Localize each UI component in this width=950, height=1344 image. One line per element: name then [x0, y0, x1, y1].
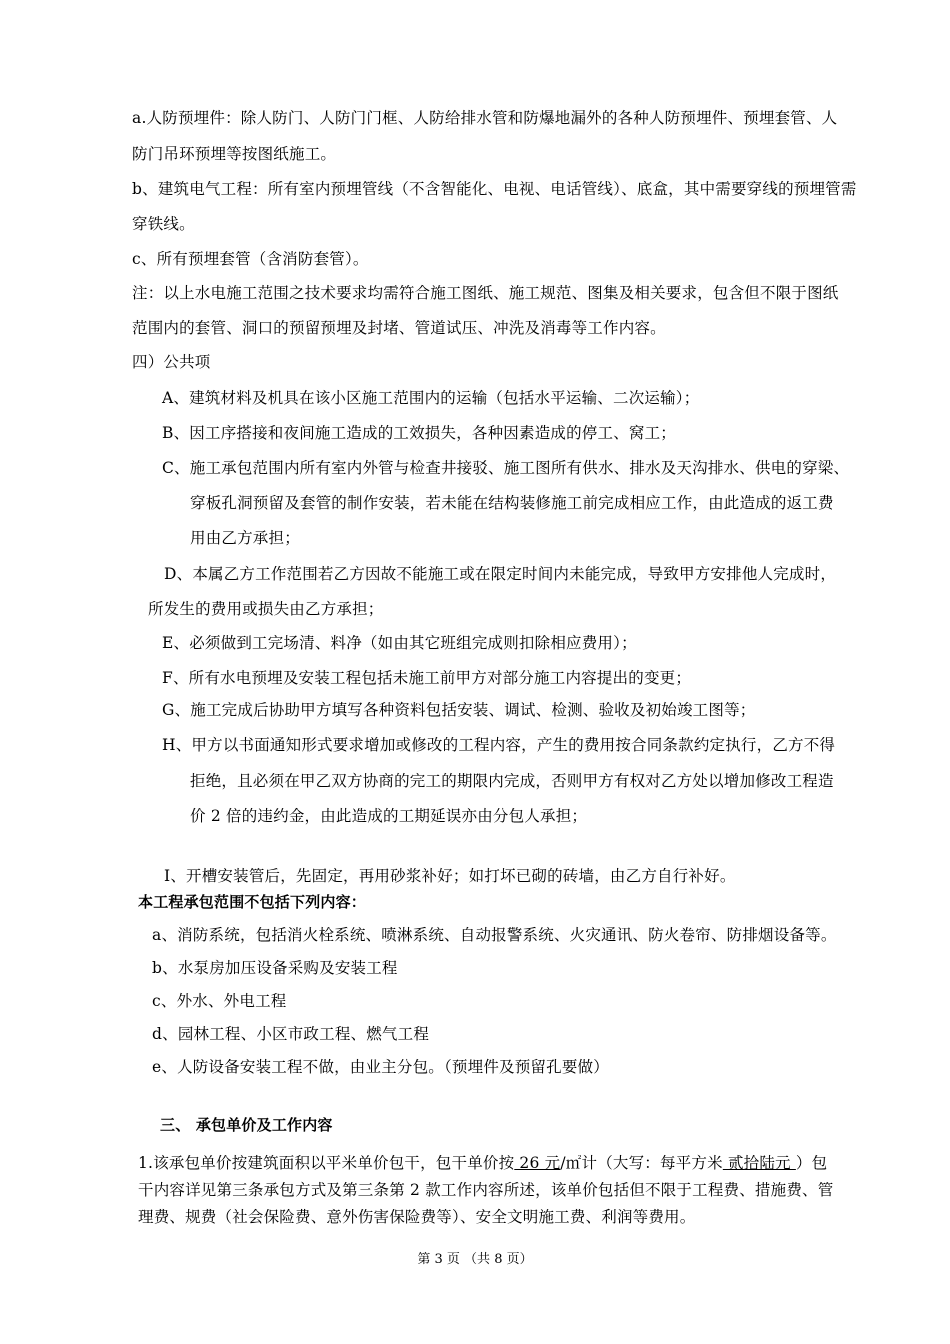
unit-price-uppercase: 贰拾陆元	[722, 1154, 796, 1172]
public-item-H-2: 拒绝，且必须在甲乙双方协商的完工的期限内完成，否则甲方有权对乙方处以增加修改工程造	[190, 772, 834, 790]
p1-suffix: ）包	[795, 1154, 828, 1172]
page-footer: 第 3 页 （共 8 页）	[417, 1252, 533, 1267]
line-b1: b、建筑电气工程：所有室内预埋管线（不含智能化、电视、电话管线）、底盒，其中需要穿线的预埋管需	[132, 180, 857, 198]
public-item-H-3: 价 2 倍的违约金，由此造成的工期延误亦由分包人承担；	[190, 807, 588, 825]
excluded-heading: 本工程承包范围不包括下列内容：	[138, 893, 367, 911]
excluded-item-d: d、园林工程、小区市政工程、燃气工程	[152, 1025, 430, 1043]
excluded-item-b: b、水泵房加压设备采购及安装工程	[152, 959, 398, 977]
p1-middle: /㎡计（大写：每平方米	[560, 1154, 723, 1172]
section-3-paragraph-line-1	[138, 1153, 827, 1173]
unit-price: 26 元	[514, 1154, 561, 1172]
line-c1: c、所有预埋套管（含消防套管）。	[132, 250, 369, 268]
excluded-item-a: a、消防系统，包括消火栓系统、喷淋系统、自动报警系统、火灾通讯、防火卷帘、防排烟设备等。	[152, 926, 837, 944]
public-item-C-3: 用由乙方承担；	[190, 529, 300, 547]
public-item-E: E、必须做到工完场清、料净（如由其它班组完成则扣除相应费用）；	[162, 634, 637, 652]
public-item-F: F、所有水电预埋及安装工程包括未施工前甲方对部分施工内容提出的变更；	[162, 669, 692, 687]
line-b2: 穿铁线。	[132, 215, 195, 233]
public-item-H-1: H、甲方以书面通知形式要求增加或修改的工程内容，产生的费用按合同条款约定执行，乙方不得	[162, 736, 836, 754]
excluded-item-e: e、人防设备安装工程不做，由业主分包。（预埋件及预留孔要做）	[152, 1058, 609, 1076]
public-item-I: I、开槽安装管后，先固定，再用砂浆补好；如打坏已砌的砖墙，由乙方自行补好。	[164, 867, 736, 885]
public-item-C-2: 穿板孔洞预留及套管的制作安装，若未能在结构装修施工前完成相应工作，由此造成的返工费	[190, 494, 834, 512]
public-item-D-2: 所发生的费用或损失由乙方承担；	[148, 600, 384, 618]
excluded-item-c: c、外水、外电工程	[152, 992, 287, 1010]
p1-prefix: 1.该承包单价按建筑面积以平米单价包干，包干单价按	[138, 1154, 515, 1172]
public-item-C-1: C、施工承包范围内所有室内外管与检查井接驳、施工图所有供水、排水及天沟排水、供电的穿梁、	[162, 459, 850, 477]
section-3-paragraph-line-2: 干内容详见第三条承包方式及第三条第 2 款工作内容所述，该单价包括但不限于工程费、措施费、管	[138, 1181, 834, 1199]
section-3-paragraph-line-3: 理费、规费（社会保险费、意外伤害保险费等）、安全文明施工费、利润等费用。	[138, 1208, 696, 1226]
line-a2: 防门吊环预埋等按图纸施工。	[132, 145, 337, 163]
section-3-heading: 三、 承包单价及工作内容	[160, 1116, 333, 1134]
line-a1: a.人防预埋件：除人防门、人防门门框、人防给排水管和防爆地漏外的各种人防预埋件、预埋套管、人	[132, 109, 838, 127]
public-item-A: A、建筑材料及机具在该小区施工范围内的运输（包括水平运输、二次运输）；	[162, 389, 700, 407]
public-heading: 四）公共项	[132, 353, 211, 371]
note-line-2: 范围内的套管、洞口的预留预埋及封堵、管道试压、冲洗及消毒等工作内容。	[132, 319, 666, 337]
public-item-B: B、因工序搭接和夜间施工造成的工效损失，各种因素造成的停工、窝工；	[162, 424, 676, 442]
public-item-D-1: D、本属乙方工作范围若乙方因故不能施工或在限定时间内未能完成，导致甲方安排他人完成时，	[164, 565, 837, 583]
public-item-G: G、施工完成后协助甲方填写各种资料包括安装、调试、检测、验收及初始竣工图等；	[162, 701, 756, 719]
note-line-1: 注：以上水电施工范围之技术要求均需符合施工图纸、施工规范、图集及相关要求，包含但不限于图纸	[132, 284, 839, 302]
